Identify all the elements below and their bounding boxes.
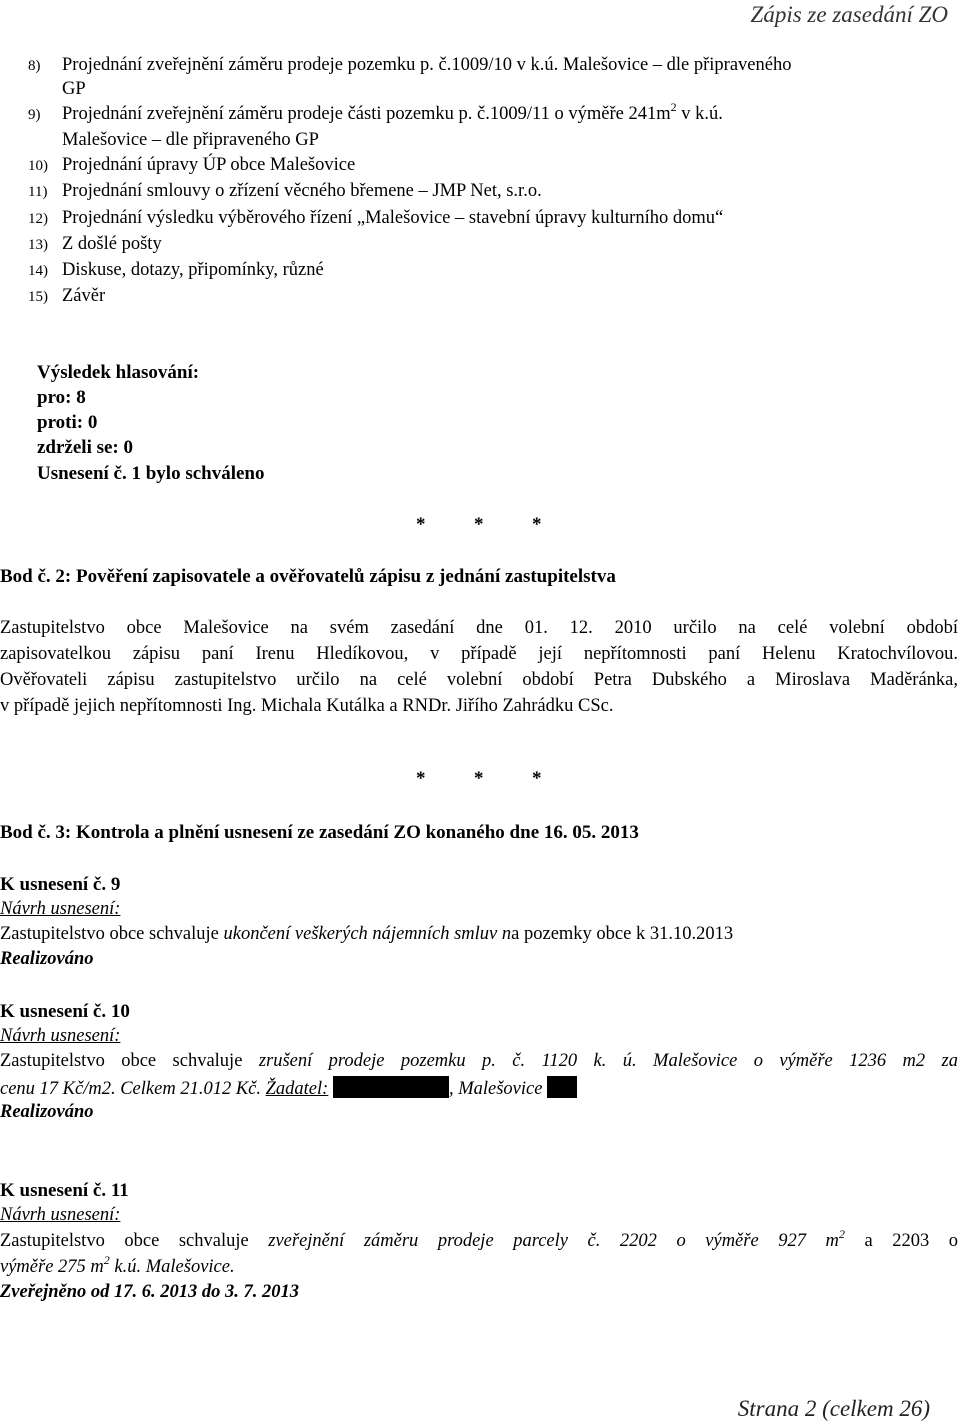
bod2-line-4: v případě jejich nepřítomnosti Ing. Michala Kutálka a RNDr. Jiřího Zahrádku CSc. [0,696,614,716]
separator-1: * * * [416,514,542,535]
k9-heading: K usnesení č. 9 [0,874,121,895]
agenda-item-12: 12) Projednání výsledku výběrového řízení „Malešovice – stavební úpravy kulturního domu“ [28,208,724,228]
k11-status: Zveřejněno od 17. 6. 2013 do 3. 7. 2013 [0,1282,300,1302]
agenda-item-8-cont: GP [62,79,86,99]
agenda-item-15: 15) Závěr [28,286,106,306]
k10-heading: K usnesení č. 10 [0,1001,130,1022]
vote-proti: proti: 0 [37,412,98,433]
k11-heading: K usnesení č. 11 [0,1180,129,1201]
agenda-item-8: 8) Projednání zveřejnění záměru prodeje pozemku p. č.1009/10 v k.ú. Malešovice – dle připraveného [28,55,792,75]
k9-status: Realizováno [0,949,94,969]
agenda-item-10: 10) Projednání úpravy ÚP obce Malešovice [28,155,356,175]
vote-result: Usnesení č. 1 bylo schváleno [37,463,265,484]
k10-line-1: Zastupitelstvo obce schvaluje zrušení prodeje pozemku p. č. 1120 k. ú. Malešovice o výměře 1236 m2 za [0,1051,958,1071]
k11-line-1: Zastupitelstvo obce schvaluje zveřejnění záměru prodeje parcely č. 2202 o výměře 927 $m^2$ a 2203 o [0,1227,958,1251]
bod2-title: Bod č. 2: Pověření zapisovatele a ověřovatelů zápisu z jednání zastupitelstva [0,566,616,587]
vote-zdrzeli: zdrželi se: 0 [37,437,134,458]
page-footer: Strana 2 (celkem 26) [737,1396,930,1421]
bod2-line-1: Zastupitelstvo obce Malešovice na svém zasedání dne 01. 12. 2010 určilo na celé volební období [0,618,958,638]
bod2-line-2: zapisovatelkou zápisu paní Irenu Hledíkovou, v případě její nepřítomnosti paní Helenu Kratochvílovou. [0,644,958,664]
k11-line-2: výměře 275 $m^2$ k.ú. Malešovice. [0,1253,235,1277]
redacted-address [547,1076,577,1098]
k10-status: Realizováno [0,1102,94,1122]
separator-2: * * * [416,768,542,789]
agenda-item-13: 13) Z došlé pošty [28,234,162,254]
k9-text: Zastupitelstvo obce schvaluje ukončení veškerých nájemních smluv na pozemky obce k 31.10.2013 [0,924,734,944]
agenda-item-9: 9) Projednání zveřejnění záměru prodeje části pozemku p. č.1009/11 o výměře $241m^2$ v k.ú. [28,100,723,124]
bod3-title: Bod č. 3: Kontrola a plnění usnesení ze zasedání ZO konaného dne 16. 05. 2013 [0,822,639,843]
bod2-line-3: Ověřovateli zápisu zastupitelstvo určilo na celé volební období Petra Dubského a Miroslava Maděránka, [0,670,958,690]
k9-navrh: Návrh usnesení: [0,899,121,919]
agenda-item-9-cont: Malešovice – dle připraveného GP [62,130,319,150]
k11-navrh: Návrh usnesení: [0,1205,121,1225]
vote-title: Výsledek hlasování: [37,362,200,383]
k10-line-2: cenu 17 Kč/m2. Celkem 21.012 Kč. Žadatel: , Malešovice [0,1076,958,1100]
k10-navrh: Návrh usnesení: [0,1026,121,1046]
redacted-name [333,1076,449,1098]
agenda-item-14: 14) Diskuse, dotazy, připomínky, různé [28,260,324,280]
agenda-item-11: 11) Projednání smlouvy o zřízení věcného břemene – JMP Net, s.r.o. [28,181,542,201]
page-header: Zápis ze zasedání ZO [750,2,948,27]
vote-pro: pro: 8 [37,387,86,408]
